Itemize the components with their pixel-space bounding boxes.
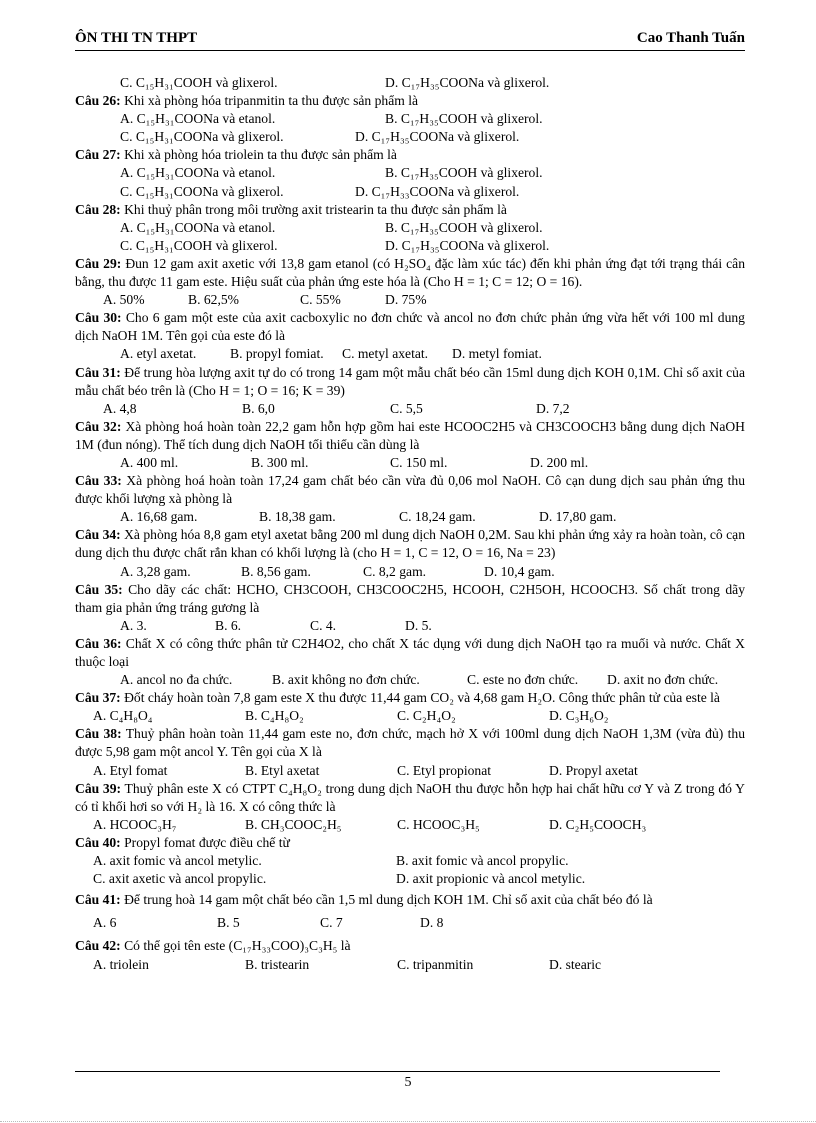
question-number: Câu 29: <box>75 255 122 271</box>
option-b: B. 18,38 gam. <box>259 509 336 525</box>
option-c: C. C₁₅H₃₁COOH và glixerol. <box>120 75 278 90</box>
option-a: A. 6 <box>93 915 117 931</box>
option-d: D. axit no đơn chức. <box>607 672 719 688</box>
option-c: C. 4. <box>310 617 337 633</box>
question-37 <box>75 689 745 707</box>
option-c: C. 55% <box>300 292 341 308</box>
question-text: Xà phòng hóa 8,8 gam etyl axetat bằng 200 ml dung dịch NaOH 0,2M. Sau khi phản ứng xảy ra hoàn toàn, cô cạn dung dịch thu được chất rắn khan có khối lượng là (cho H = 1, C = 12, O = 16, Na = 23) <box>75 527 745 561</box>
question-text: Đốt cháy hoàn toàn 7,8 gam este X thu được 11,44 gam CO₂ và 4,68 gam H₂O. Công thức phân tử của este là <box>120 690 720 706</box>
option-a: A. 400 ml. <box>120 454 179 470</box>
question-29 <box>75 255 745 291</box>
option-a: A. C₁₅H₃₁COONa và etanol. <box>120 111 276 127</box>
question-text: Cho dãy các chất: HCHO, CH3COOH, CH3COOC2H5, HCOOH, C2H5OH, HCOOCH3. Số chất trong dãy tham gia phản ứng tráng gương là <box>75 581 745 615</box>
option-c: C. C₂H₄O₂ <box>397 708 456 724</box>
question-28 <box>75 201 745 219</box>
question-number: Câu 35: <box>75 581 123 597</box>
options-row <box>75 345 745 363</box>
option-c: C. Etyl propionat <box>397 762 492 778</box>
question-text: Chất X có công thức phân tử C2H4O2, cho chất X tác dụng với dung dịch NaOH tạo ra muối và nước. Chất X thuộc loại <box>75 635 745 669</box>
options-row <box>75 870 745 888</box>
question-33 <box>75 472 745 508</box>
option-b: B. 6. <box>215 617 242 633</box>
option-a: A. 3,28 gam. <box>120 563 191 579</box>
question-number: Câu 38: <box>75 726 122 742</box>
option-d: D. 10,4 gam. <box>484 563 555 579</box>
options-row <box>75 128 745 146</box>
question-number: Câu 26: <box>75 93 121 109</box>
options-row <box>75 164 745 182</box>
option-a: A. HCOOC₃H₇ <box>93 816 177 832</box>
option-d: D. 200 ml. <box>530 454 589 470</box>
options-row <box>75 508 745 526</box>
options-row <box>75 563 745 581</box>
option-b: B. 5 <box>217 915 240 931</box>
question-text: Propyl fomat được điều chế từ <box>120 834 290 850</box>
option-c: C. tripanmitin <box>397 956 474 972</box>
options-row <box>75 816 745 834</box>
question-text: Cho 6 gam một este của axit cacboxylic no đơn chức và ancol no đơn chức phản ứng vừa hết với 100 ml dung dịch NaOH 1M. Tên gọi của este đó là <box>75 310 745 344</box>
option-c: C. 7 <box>320 915 343 931</box>
option-d: D. stearic <box>549 956 602 972</box>
question-number: Câu 41: <box>75 892 121 908</box>
option-b: B. axit không no đơn chức. <box>272 672 420 688</box>
option-d: D. 7,2 <box>536 400 570 416</box>
option-c: C. 8,2 gam. <box>363 563 427 579</box>
options-row <box>75 617 745 635</box>
option-d: D. 75% <box>385 292 427 308</box>
question-42 <box>75 937 745 955</box>
question-text: Thuỷ phân hoàn toàn 11,44 gam este no, đơn chức, mạch hở X với 100ml dung dịch NaOH 1,3M (vừa đủ) thu được 5,98 gam một ancol Y. Tên gọi của X là <box>75 726 745 760</box>
option-a: A. C₁₅H₃₁COONa và etanol. <box>120 219 276 235</box>
option-a: A. Etyl fomat <box>93 762 168 778</box>
options-row <box>75 110 745 128</box>
question-32 <box>75 418 745 454</box>
options-row <box>75 400 745 418</box>
option-b: B. CH₃COOC₂H₅ <box>245 816 342 832</box>
option-b: B. Etyl axetat <box>245 762 320 778</box>
question-number: Câu 33: <box>75 473 122 489</box>
question-text: Để trung hoà 14 gam một chất béo cần 1,5 ml dung dịch KOH 1M. Chỉ số axit của chất béo đó là <box>120 892 653 908</box>
question-31 <box>75 364 745 400</box>
question-38 <box>75 725 745 761</box>
option-c: C. metyl axetat. <box>342 346 429 362</box>
option-d: D. metyl fomiat. <box>452 346 542 362</box>
option-a: A. triolein <box>93 956 149 972</box>
option-a: A. ancol no đa chức. <box>120 672 233 688</box>
question-34 <box>75 526 745 562</box>
option-d: D. axit propionic và ancol metylic. <box>396 871 586 887</box>
question-text: Khi xà phòng hóa tripanmitin ta thu được sản phẩm là <box>120 93 419 109</box>
question-number: Câu 28: <box>75 201 121 217</box>
options-row <box>75 762 745 780</box>
question-text: Để trung hòa lượng axit tự do có trong 14 gam một mẫu chất béo cần 15ml dung dịch KOH 0,1M. Chỉ số axit của mẫu chất béo trên là (Cho H = 1; O = 16; K = 39) <box>75 364 745 398</box>
option-c: C. 5,5 <box>390 400 423 416</box>
question-number: Câu 32: <box>75 418 122 434</box>
question-number: Câu 40: <box>75 834 121 850</box>
options-row <box>75 291 745 309</box>
option-a: A. 50% <box>103 292 145 308</box>
question-number: Câu 37: <box>75 690 121 706</box>
option-c: C. HCOOC₃H₅ <box>397 816 480 832</box>
option-c: C. este no đơn chức. <box>467 672 579 688</box>
question-number: Câu 31: <box>75 364 121 380</box>
question-41 <box>75 891 745 909</box>
option-d: D. Propyl axetat <box>549 762 638 778</box>
question-number: Câu 30: <box>75 310 122 326</box>
option-a: A. 16,68 gam. <box>120 509 198 525</box>
question-36 <box>75 635 745 671</box>
option-a: A. etyl axetat. <box>120 346 197 362</box>
option-d: D. C₁₇H₃₅COONa và glixerol. <box>385 75 550 90</box>
option-a: A. 4,8 <box>103 400 137 416</box>
options-row <box>75 707 745 725</box>
option-b: B. C₄H₈O₂ <box>245 708 304 724</box>
option-c: C. axit axetic và ancol propylic. <box>93 871 267 887</box>
options-row <box>75 454 745 472</box>
option-a: A. axit fomic và ancol metylic. <box>93 853 262 869</box>
option-d: D. C₃H₆O₂ <box>549 708 609 724</box>
option-c: C. C₁₅H₃₁COONa và glixerol. <box>120 129 284 145</box>
question-26 <box>75 92 745 110</box>
question-text: Có thể gọi tên este (C₁₇H₃₃COO)₃C₃H₅ là <box>120 938 351 954</box>
option-b: B. 6,0 <box>242 400 275 416</box>
option-d: D. C₂H₅COOCH₃ <box>549 816 647 832</box>
option-d: D. C₁₇H₃₃COONa và glixerol. <box>355 183 520 199</box>
page-edge-divider <box>0 1121 816 1122</box>
option-a: A. 3. <box>120 617 147 633</box>
option-b: B. 8,56 gam. <box>241 563 311 579</box>
option-c: C. 18,24 gam. <box>399 509 476 525</box>
question-list <box>75 74 745 974</box>
page-header <box>75 28 745 51</box>
options-row <box>75 914 745 932</box>
option-b: B. C₁₇H₃₅COOH và glixerol. <box>385 111 543 127</box>
option-b: B. axit fomic và ancol propylic. <box>396 853 569 869</box>
question-number: Câu 34: <box>75 527 121 543</box>
question-text: Khi xà phòng hóa triolein ta thu được sản phẩm là <box>120 147 397 163</box>
question-text: Khi thuỷ phân trong môi trường axit tristearin ta thu được sản phẩm là <box>120 201 507 217</box>
option-b: B. propyl fomiat. <box>230 346 324 362</box>
options-row <box>75 852 745 870</box>
header-title: ÔN THI TN THPT <box>75 30 198 46</box>
options-row <box>75 74 745 92</box>
option-d: D. C₁₇H₃₅COONa và glixerol. <box>355 129 520 145</box>
question-27 <box>75 146 745 164</box>
question-number: Câu 27: <box>75 147 121 163</box>
question-39 <box>75 780 745 816</box>
option-d: D. 5. <box>405 617 432 633</box>
option-a: A. C₁₅H₃₁COONa và etanol. <box>120 165 276 181</box>
question-text: Thuỷ phân este X có CTPT C₄H₈O₂ trong dung dịch NaOH thu được hỗn hợp hai chất hữu cơ Y và Z trong đó Y có tỉ khối hơi so với H₂ là 16. X có công thức là <box>75 780 745 814</box>
question-text: Xà phòng hoá hoàn toàn 22,2 gam hỗn hợp gồm hai este HCOOC2H5 và CH3COOCH3 bằng dung dịch NaOH 1M (đun nóng). Thể tích dung dịch NaOH tối thiểu cần dùng là <box>75 418 745 452</box>
options-row <box>75 183 745 201</box>
option-d: D. 17,80 gam. <box>539 509 617 525</box>
option-b: B. C₁₇H₃₅COOH và glixerol. <box>385 165 543 181</box>
option-c: C. C₁₅H₃₁COOH và glixerol. <box>120 237 278 253</box>
question-40 <box>75 834 745 852</box>
options-row <box>75 956 745 974</box>
option-b: B. 62,5% <box>188 292 239 308</box>
option-d: D. C₁₇H₃₅COONa và glixerol. <box>385 237 550 253</box>
header-author: Cao Thanh Tuấn <box>636 30 745 46</box>
question-35 <box>75 581 745 617</box>
question-text: Đun 12 gam axit axetic với 13,8 gam etanol (có H₂SO₄ đặc làm xúc tác) đến khi phản ứng đạt tới trạng thái cân bằng, thu được 11 gam este. Hiệu suất của phản ứng este hóa là (Cho H = 1; C = 12; O = 16). <box>75 255 745 290</box>
option-c: C. C₁₅H₃₁COONa và glixerol. <box>120 183 284 199</box>
options-row <box>75 237 745 255</box>
question-number: Câu 39: <box>75 780 122 796</box>
page-number: 5 <box>404 1075 412 1090</box>
question-30 <box>75 309 745 345</box>
option-d: D. 8 <box>420 915 444 931</box>
options-row <box>75 671 745 689</box>
option-a: A. C₄H₈O₄ <box>93 708 153 724</box>
footer-divider <box>75 1071 720 1072</box>
question-number: Câu 42: <box>75 938 121 954</box>
question-number: Câu 36: <box>75 635 122 651</box>
option-b: B. tristearin <box>245 956 310 972</box>
option-b: B. 300 ml. <box>251 454 309 470</box>
option-c: C. 150 ml. <box>390 454 448 470</box>
question-text: Xà phòng hoá hoàn toàn 17,24 gam chất béo cần vừa đủ 0,06 mol NaOH. Cô cạn dung dịch sau phản ứng thu được khối lượng xà phòng là <box>75 473 745 507</box>
option-b: B. C₁₇H₃₅COOH và glixerol. <box>385 219 543 235</box>
options-row <box>75 219 745 237</box>
